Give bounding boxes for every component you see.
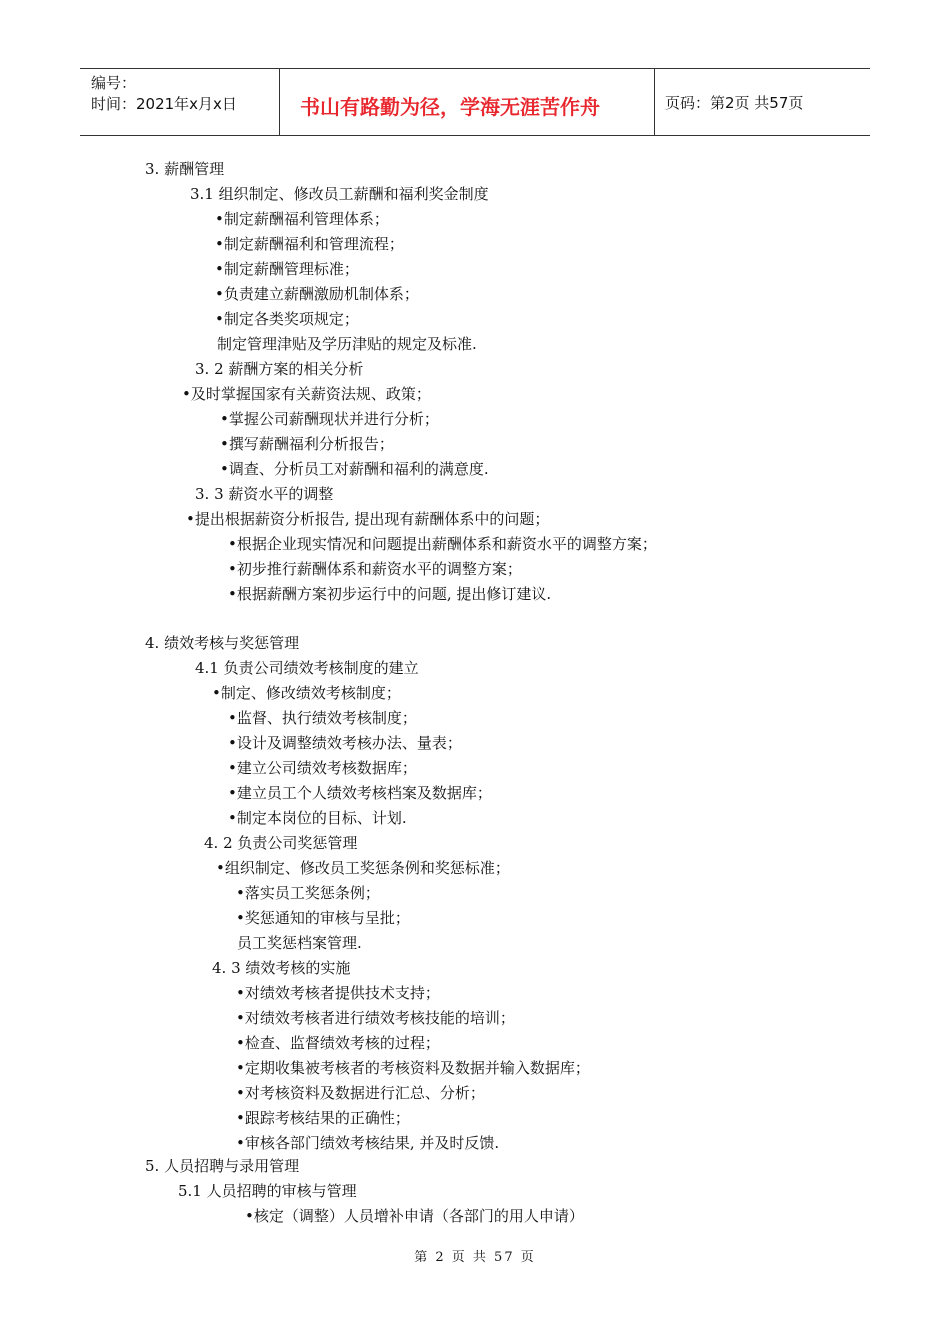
list-item: •调查、分析员工对薪酬和福利的满意度. [220, 460, 489, 478]
list-item: •组织制定、修改员工奖惩条例和奖惩标准； [216, 859, 510, 877]
header-meta [80, 69, 280, 135]
list-item: •撰写薪酬福利分析报告； [220, 435, 394, 453]
list-item: •落实员工奖惩条例； [236, 884, 380, 902]
list-item: •建立员工个人绩效考核档案及数据库； [228, 784, 492, 802]
list-item: •对绩效考核者提供技术支持； [236, 984, 440, 1002]
document-date-label: 时间：2021年x月x日 [91, 95, 237, 113]
list-item: •奖惩通知的审核与呈批； [236, 909, 410, 927]
list-item: •建立公司绩效考核数据库； [228, 759, 417, 777]
list-item: •制定本岗位的目标、计划. [228, 809, 407, 827]
list-item: •初步推行薪酬体系和薪资水平的调整方案； [228, 560, 522, 578]
list-item: •审核各部门绩效考核结果, 并及时反馈. [236, 1134, 500, 1152]
list-item: •提出根据薪资分析报告, 提出现有薪酬体系中的问题； [186, 510, 550, 528]
subsection-heading: 4. 3 绩效考核的实施 [212, 959, 351, 977]
list-item: •负责建立薪酬激励机制体系； [215, 285, 419, 303]
page-header [80, 68, 870, 136]
list-item: 员工奖惩档案管理. [237, 934, 362, 952]
subsection-heading: 3. 3 薪资水平的调整 [195, 485, 334, 503]
list-item: •核定（调整）人员增补申请（各部门的用人申请） [245, 1207, 584, 1225]
document-number-label: 编号： [91, 74, 137, 92]
subsection-heading: 4.1 负责公司绩效考核制度的建立 [195, 659, 419, 677]
header-motto: 书山有路勤为径，学海无涯苦作舟 [300, 95, 600, 119]
page-footer: 第 2 页 共 57 页 [414, 1250, 536, 1265]
list-item: •定期收集被考核者的考核资料及数据并输入数据库； [236, 1059, 590, 1077]
list-item: •设计及调整绩效考核办法、量表； [228, 734, 462, 752]
list-item: •根据企业现实情况和问题提出薪酬体系和薪资水平的调整方案； [228, 535, 657, 553]
list-item: •制定各类奖项规定； [215, 310, 359, 328]
subsection-heading: 3.1 组织制定、修改员工薪酬和福利奖金制度 [190, 185, 489, 203]
subsection-heading: 5.1 人员招聘的审核与管理 [178, 1182, 357, 1200]
section-heading: 3. 薪酬管理 [145, 160, 225, 178]
list-item: •对考核资料及数据进行汇总、分析； [236, 1084, 485, 1102]
subsection-heading: 3. 2 薪酬方案的相关分析 [195, 360, 364, 378]
list-item: 制定管理津贴及学历津贴的规定及标准. [217, 335, 477, 353]
list-item: •制定薪酬福利管理体系； [215, 210, 389, 228]
list-item: •监督、执行绩效考核制度； [228, 709, 417, 727]
list-item: •制定薪酬管理标准； [215, 260, 359, 278]
list-item: •对绩效考核者进行绩效考核技能的培训； [236, 1009, 515, 1027]
header-motto-cell [280, 69, 655, 135]
list-item: •制定薪酬福利和管理流程； [215, 235, 404, 253]
list-item: •及时掌握国家有关薪资法规、政策； [182, 385, 431, 403]
section-heading: 4. 绩效考核与奖惩管理 [145, 634, 300, 652]
list-item: •掌握公司薪酬现状并进行分析； [220, 410, 439, 428]
header-page-info: 页码：第2页 共57页 [665, 94, 804, 112]
list-item: •制定、修改绩效考核制度； [212, 684, 401, 702]
list-item: •检查、监督绩效考核的过程； [236, 1034, 440, 1052]
subsection-heading: 4. 2 负责公司奖惩管理 [204, 834, 358, 852]
section-heading: 5. 人员招聘与录用管理 [145, 1157, 300, 1175]
list-item: •根据薪酬方案初步运行中的问题, 提出修订建议. [228, 585, 552, 603]
list-item: •跟踪考核结果的正确性； [236, 1109, 410, 1127]
